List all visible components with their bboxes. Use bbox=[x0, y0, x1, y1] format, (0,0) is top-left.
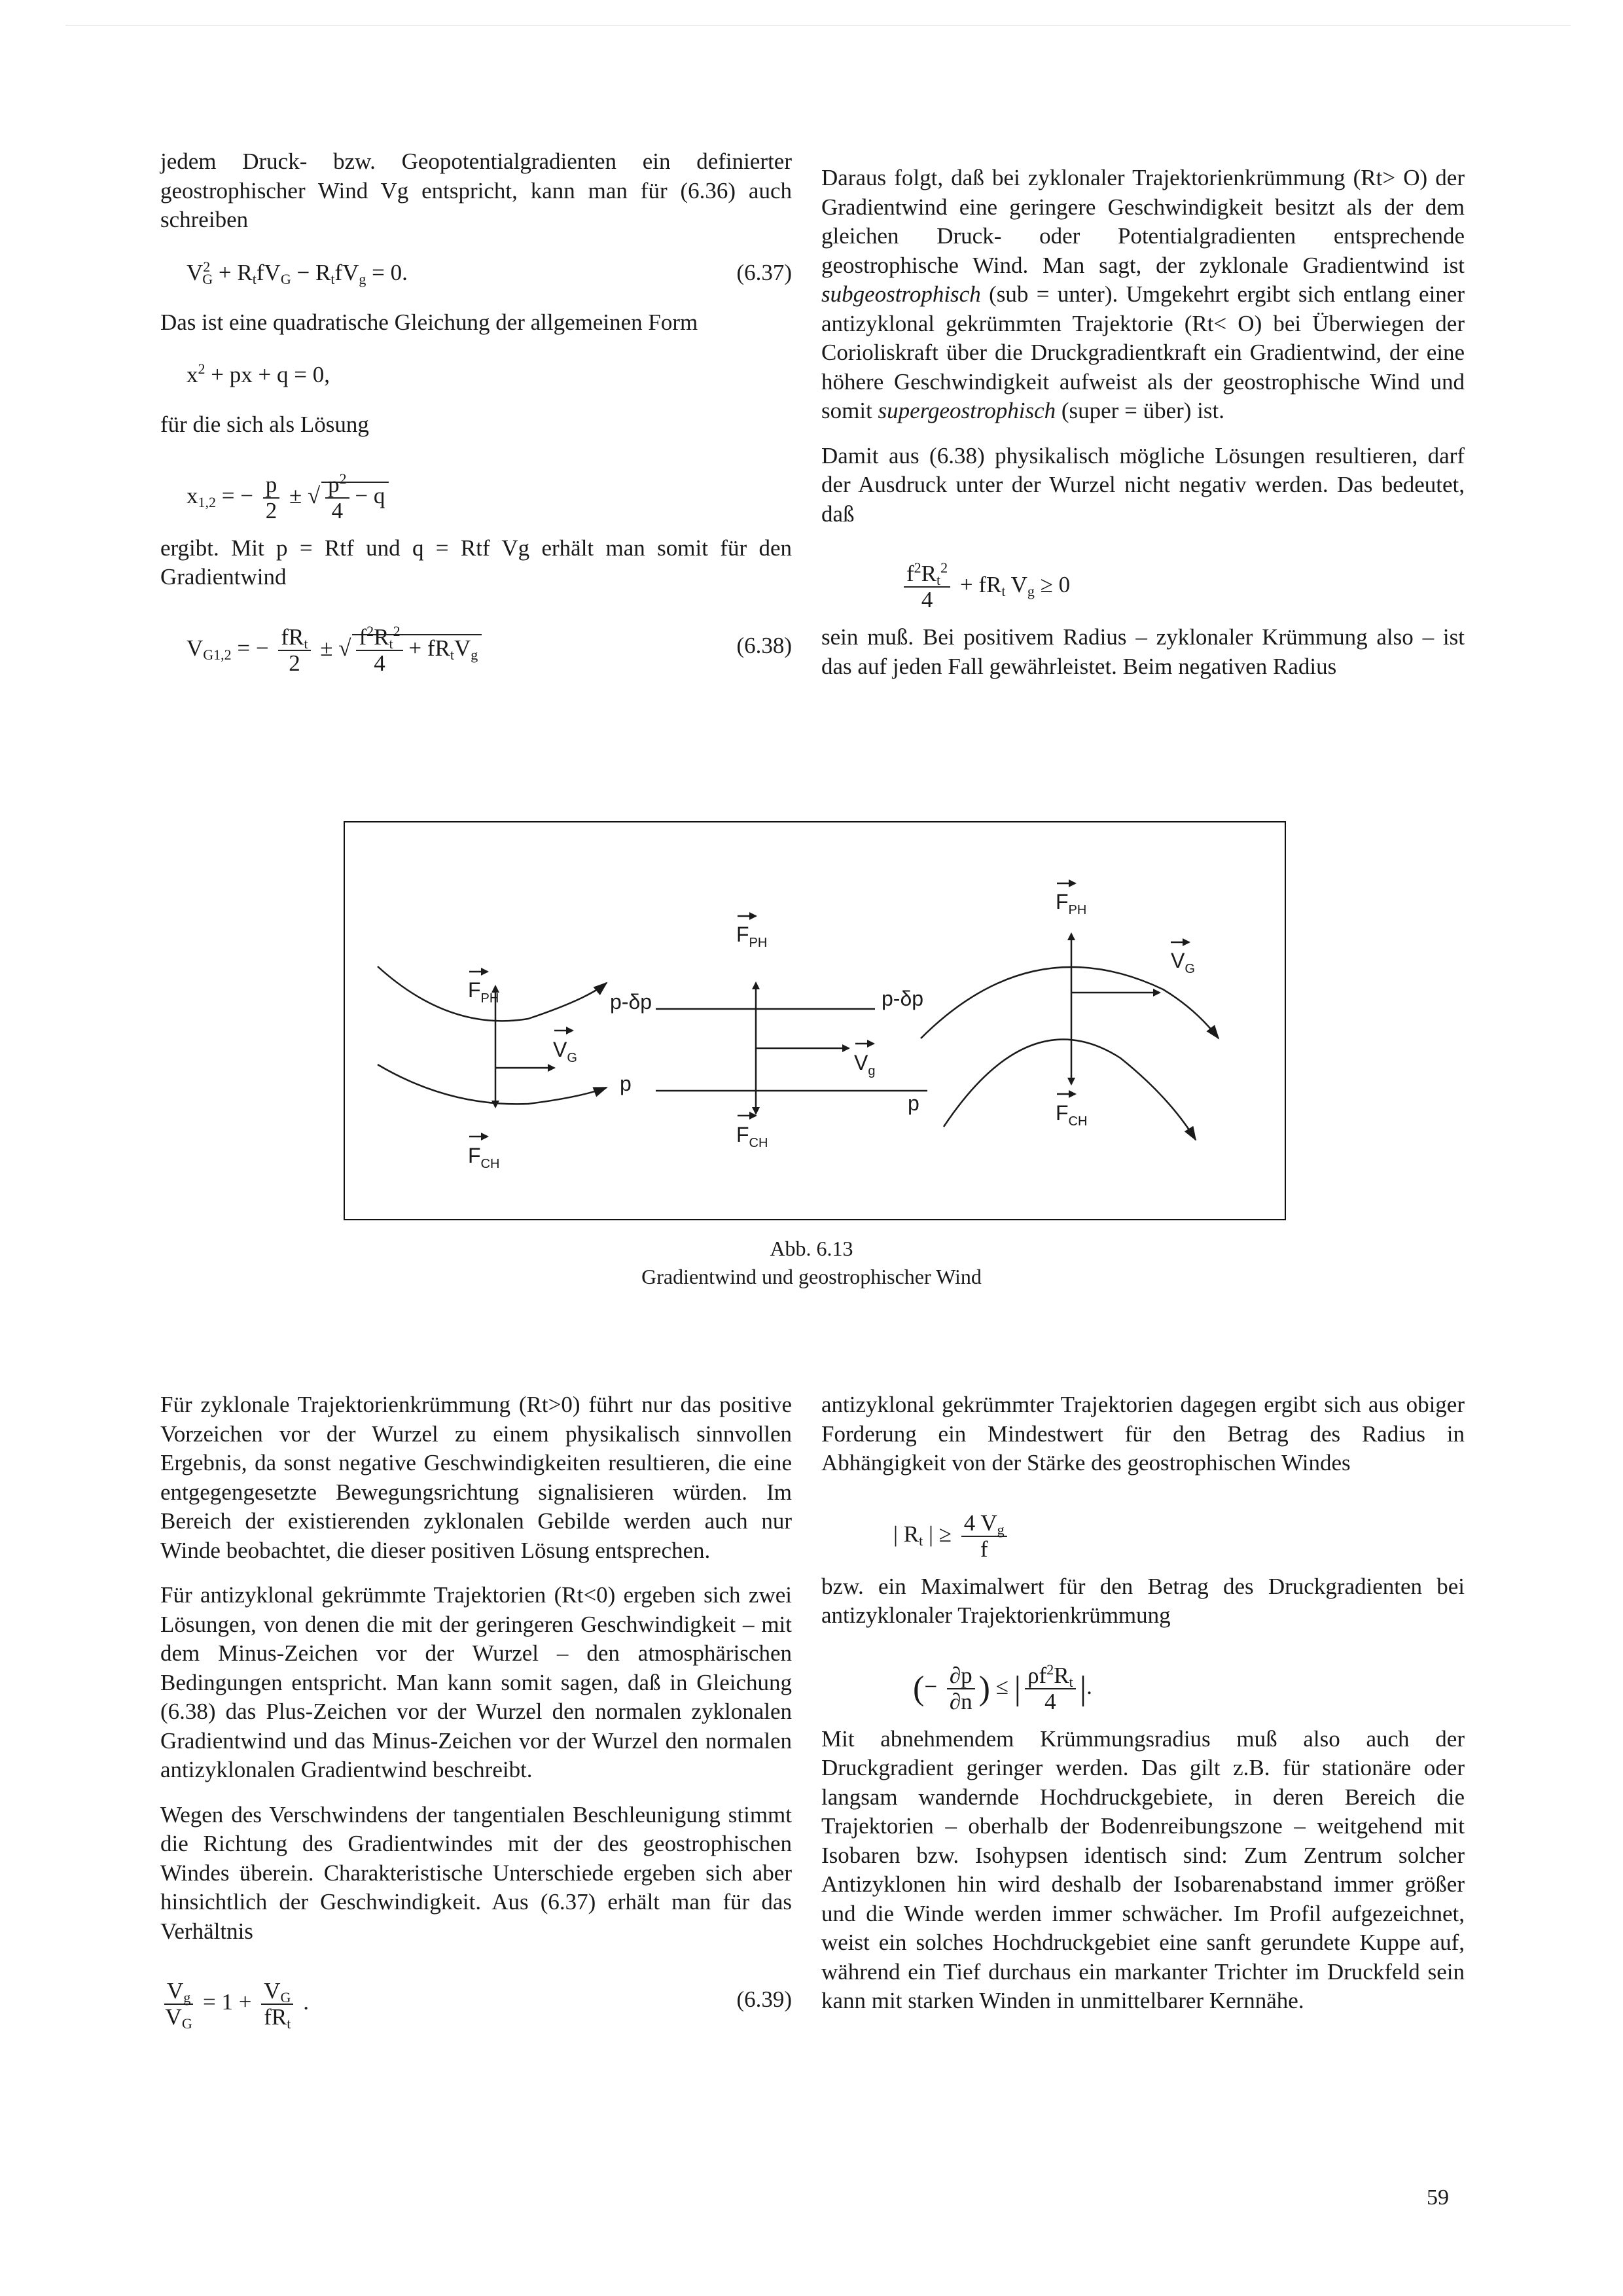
figure-caption-title: Gradientwind und geostrophischer Wind bbox=[641, 1265, 982, 1288]
paragraph: Für antizyklonal gekrümmte Trajektorien (Rt<0) ergeben sich zwei Lösungen, von denen die mit der geringeren Geschwindigkeit – mit dem Minus-Zeichen vor der Wurzel – den atmosphärischen Bedingungen entspricht. Man kann somit sagen, daß in Gleichung (6.38) das Plus-Zeichen vor der Wurzel den normalen zyklonalen Gradientwind und das Minus-Zeichen vor der Wurzel den normalen antizyklonalen Gradientwind beschreibt. bbox=[160, 1582, 792, 1782]
paragraph: bzw. ein Maximalwert für den Betrag des Druckgradienten bei antizyklonaler Trajektorienkrümmung bbox=[821, 1573, 1465, 1628]
fph-label-middle: $F_{PH}$ bbox=[736, 923, 768, 950]
p-label-right: p bbox=[908, 1091, 919, 1115]
paragraph: Daraus folgt, daß bei zyklonaler Trajektorienkrümmung (Rt> O) der Gradientwind eine geringere Geschwindigkeit besitzt als der dem gleichen Druck- oder Potentialgradienten entsprechende geostrophische Wind. Man sagt, der zyklonale Gradientwind ist subgeostrophisch (sub = unter). Umgekehrt ergibt sich entlang einer antizyklonal gekrümmten Trajektorie (Rt< O) bei Überwiegen der Corioliskraft über die Druckgradientkraft ein Gradientwind, der eine höhere Geschwindigkeit aufweist als der geostrophische Wind und somit supergeostrophisch (super = über) ist. bbox=[821, 165, 1465, 423]
equation-formula: $x_{1,2}$ = − $\frac{p}{2}$ ± √ $\frac{p^2}{4}$ − q bbox=[187, 472, 389, 523]
equation-formula: $V^2_G + R_tfV_G - R_tfV_g = 0$. bbox=[187, 258, 408, 287]
fch-label-left: $F_{CH}$ bbox=[468, 1144, 500, 1171]
equation-6-38 bbox=[160, 608, 792, 686]
equation-6-37 bbox=[160, 251, 792, 308]
paragraph: ergibt. Mit p = Rtf und q = Rtf Vg erhält man somit für den Gradientwind bbox=[160, 535, 792, 590]
paragraph: für die sich als Lösung bbox=[160, 412, 369, 437]
paragraph: Wegen des Verschwindens der tangentialen Beschleunigung stimmt die Richtung des Gradientwindes mit der des geostrophischen Windes überein. Charakteristische Unterschiede ergeben sich aber hinsichtlich der Geschwindigkeit. Aus (6.37) erhält man für das Verhältnis bbox=[160, 1801, 792, 1944]
vg-label-middle: $V_g$ bbox=[854, 1051, 876, 1078]
equation-formula: (− $\frac{\partial p}{\partial n}$ ) ≤ | $\frac{\rho f^2R_t}{4}$ |. bbox=[913, 1661, 1092, 1714]
paragraph: Mit abnehmendem Krümmungsradius muß also auch der Druckgradient geringer werden. Das gilt z.B. für stationäre oder langsam wandernde Hochdruckgebiete, in deren Bereich die Trajektorien – oberhalb der Bodenreibungszone – weitgehend mit Isobaren bzw. Isohypsen identisch sind: Zum Zentrum solcher Antizyklonen hin wird deshalb der Isobarenabstand immer größer und die Winde werden immer schwächer. Im Profil aufgezeichnet, weist ein solches Hochdruckgebiet eine sanft gerundete Kuppe auf, während ein Tief durchaus ein markanter Trichter im Druckfeld sein kann mit starken Winden in unmittelbarer Kernnähe. bbox=[821, 1725, 1465, 2013]
term-subgeostrophisch: subgeostrophisch bbox=[821, 281, 981, 307]
equation-radius-minimum bbox=[821, 1494, 1465, 1572]
isobar-curve bbox=[921, 967, 1219, 1038]
figure-diagram bbox=[345, 822, 1285, 1219]
p-minus-label-left: p-δp bbox=[610, 990, 652, 1014]
equation-formula: $x^2$ + px + q = 0, bbox=[187, 361, 330, 387]
equation-formula: $\frac{V_g}{V_G}$ = 1 + $V_G$ $fR_t$ . bbox=[165, 1978, 309, 2032]
equation-number: (6.37) bbox=[736, 259, 792, 285]
figure-caption-number: Abb. 6.13 bbox=[770, 1237, 853, 1260]
p-minus-label-right: p-δp bbox=[882, 987, 924, 1010]
equation-formula: | $R_t$ | ≥ $\frac{4 V_g}{f}$ bbox=[893, 1511, 1011, 1562]
p-label-left: p bbox=[620, 1072, 632, 1095]
vg-label-left: $V_G$ bbox=[553, 1038, 577, 1065]
vg-label-right: $V_G$ bbox=[1171, 949, 1195, 976]
page-number: 59 bbox=[1427, 2185, 1449, 2210]
paragraph: Für zyklonale Trajektorienkrümmung (Rt>0) führt nur das positive Vorzeichen vor der Wurzel zu einem physikalisch sinnvollen Ergebnis, da sonst negative Geschwindigkeiten resultieren, die eine entgegengesetzte Bewegungsrichtung signalisieren würden. Im Bereich der existierenden zyklonalen Gebilde werden auch nur Winde beobachtet, die dieser positiven Lösung entsprechen. bbox=[160, 1392, 792, 1563]
paragraph: antizyklonal gekrümmter Trajektorien dagegen ergibt sich aus obiger Forderung ein Mindestwert für den Betrag des Radius in Abhängigkeit von der Stärke des geostrophischen Windes bbox=[821, 1392, 1465, 1475]
equation-solution bbox=[160, 455, 792, 534]
figure-gradient-wind bbox=[344, 821, 1286, 1220]
fch-label-right: $F_{CH}$ bbox=[1056, 1101, 1088, 1129]
equation-number: (6.38) bbox=[736, 632, 792, 658]
top-left-column bbox=[160, 147, 792, 686]
paragraph: Damit aus (6.38) physikalisch mögliche Lösungen resultieren, darf der Ausdruck unter der Wurzel nicht negativ werden. Das bedeutet, daß bbox=[821, 442, 1465, 527]
equation-formula: $\frac{f^2R_t^2}{4}$ + $fR_t$ $V_g \ge 0$ bbox=[900, 561, 1070, 612]
fph-label-right: $F_{PH}$ bbox=[1056, 890, 1087, 917]
equation-pressure-gradient-maximum bbox=[821, 1646, 1465, 1725]
term-supergeostrophisch: supergeostrophisch bbox=[878, 398, 1056, 423]
equation-formula: $V_{G1,2}$ = − $fR_t$ 2 ± √ $\frac{f^2R_t^2}{4}$ + $fR_tV_g$ bbox=[187, 625, 482, 676]
paragraph: Das ist eine quadratische Gleichung der allgemeinen Form bbox=[160, 309, 698, 335]
bottom-right-column bbox=[821, 1390, 1465, 2032]
equation-number: (6.39) bbox=[736, 1987, 792, 2012]
isobar-curve bbox=[378, 1065, 607, 1104]
bottom-left-column bbox=[160, 1390, 792, 2040]
fch-label-middle: $F_{CH}$ bbox=[736, 1123, 768, 1150]
paragraph: jedem Druck- bzw. Geopotentialgradienten ein definierter geostrophischer Wind Vg entspricht, kann man für (6.36) auch schreiben bbox=[160, 149, 792, 232]
paragraph: sein muß. Bei positivem Radius – zyklonaler Krümmung also – ist das auf jeden Fall gewährleistet. Beim negativen Radius bbox=[821, 624, 1465, 679]
page-top-edge bbox=[65, 25, 1571, 26]
equation-quadratic bbox=[160, 353, 792, 410]
equation-6-39 bbox=[160, 1962, 792, 2040]
equation-condition bbox=[821, 544, 1465, 623]
fph-label-left: $F_{PH}$ bbox=[468, 978, 499, 1006]
top-right-column bbox=[821, 164, 1465, 697]
